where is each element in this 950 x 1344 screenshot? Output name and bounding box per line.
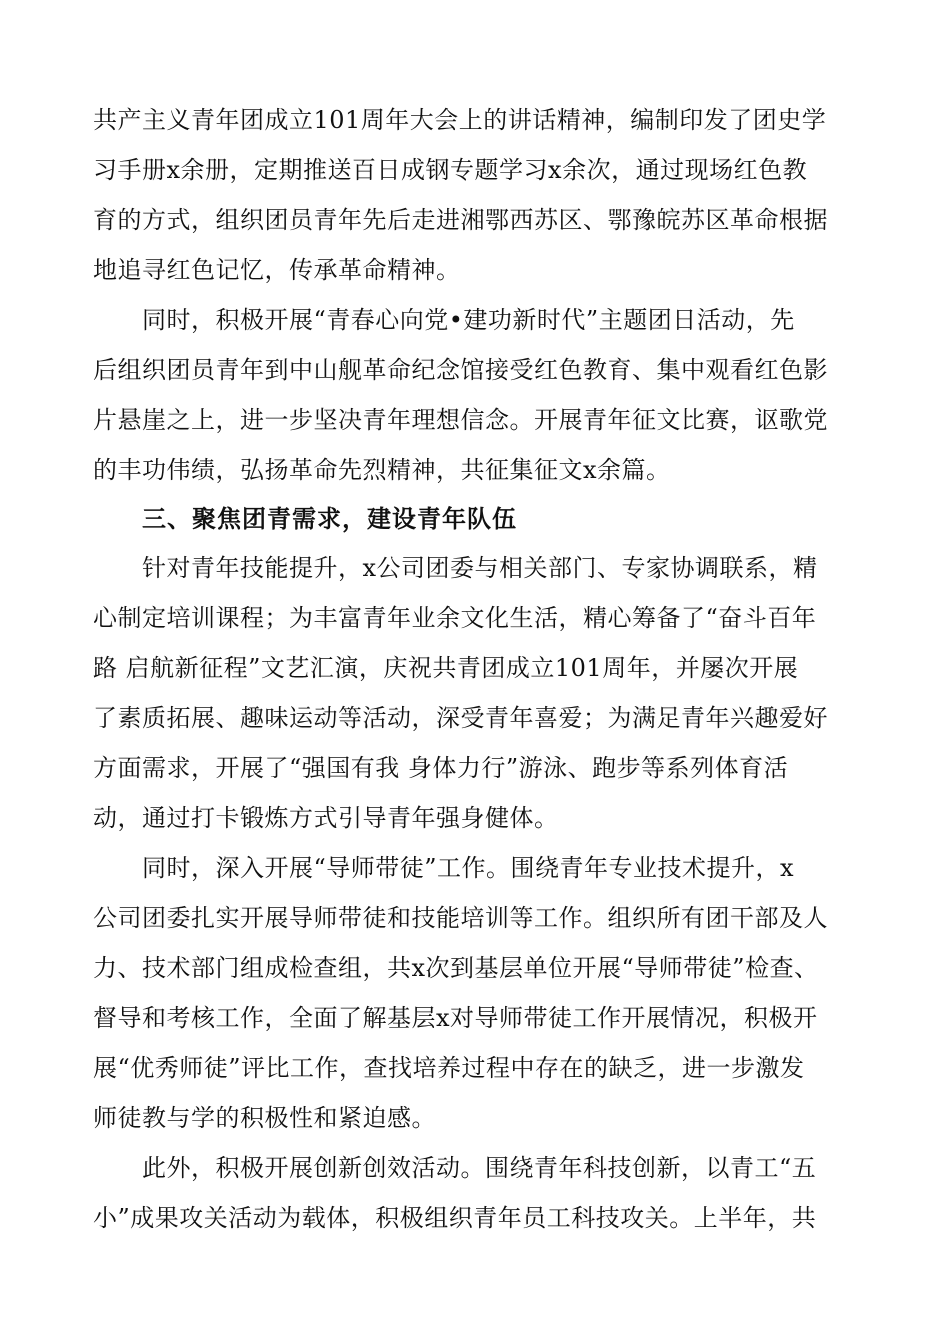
paragraph-line: 路 启航新征程”文艺汇演，庆祝共青团成立101周年，并屡次开展 [93,654,799,682]
paragraph-line: 针对青年技能提升，x公司团委与相关部门、专家协调联系，精 [142,554,818,582]
paragraph-line: 片悬崖之上，进一步坚决青年理想信念。开展青年征文比赛，讴歌党 [93,406,828,434]
paragraph-line: 同时，深入开展“导师带徒”工作。围绕青年专业技术提升，x [142,854,795,882]
paragraph-line: 公司团委扎实开展导师带徒和技能培训等工作。组织所有团干部及人 [93,904,828,932]
paragraph-line: 了素质拓展、趣味运动等活动，深受青年喜爱；为满足青年兴趣爱好 [93,704,828,732]
paragraph-line: 育的方式，组织团员青年先后走进湘鄂西苏区、鄂豫皖苏区革命根据 [93,206,828,234]
paragraph-line: 的丰功伟绩，弘扬革命先烈精神，共征集征文x余篇。 [93,456,671,484]
paragraph-line: 此外，积极开展创新创效活动。围绕青年科技创新，以青工“五 [142,1154,817,1182]
paragraph-line: 共产主义青年团成立101周年大会上的讲话精神，编制印发了团史学 [93,106,827,134]
paragraph-line: 动，通过打卡锻炼方式引导青年强身健体。 [93,804,559,832]
paragraph-line: 督导和考核工作，全面了解基层x对导师带徒工作开展情况，积极开 [93,1004,818,1032]
paragraph-line: 同时，积极开展“青春心向党•建功新时代”主题团日活动，先 [142,306,795,334]
paragraph-line: 小”成果攻关活动为载体，积极组织青年员工科技攻关。上半年，共 [93,1204,817,1232]
paragraph-line: 师徒教与学的积极性和紧迫感。 [93,1104,436,1132]
paragraph-line: 习手册x余册，定期推送百日成钢专题学习x余次，通过现场红色教 [93,156,808,184]
section-heading: 三、聚焦团青需求，建设青年队伍 [142,505,517,533]
paragraph-line: 心制定培训课程；为丰富青年业余文化生活，精心筹备了“奋斗百年 [93,604,817,632]
paragraph-line: 地追寻红色记忆，传承革命精神。 [93,256,461,284]
paragraph-line: 后组织团员青年到中山舰革命纪念馆接受红色教育、集中观看红色影 [93,356,828,384]
paragraph-line: 力、技术部门组成检查组，共x次到基层单位开展“导师带徒”检查、 [93,954,819,982]
paragraph-line: 方面需求，开展了“强国有我 身体力行”游泳、跑步等系列体育活 [93,754,789,782]
paragraph-line: 展“优秀师徒”评比工作，查找培养过程中存在的缺乏，进一步激发 [93,1054,805,1082]
